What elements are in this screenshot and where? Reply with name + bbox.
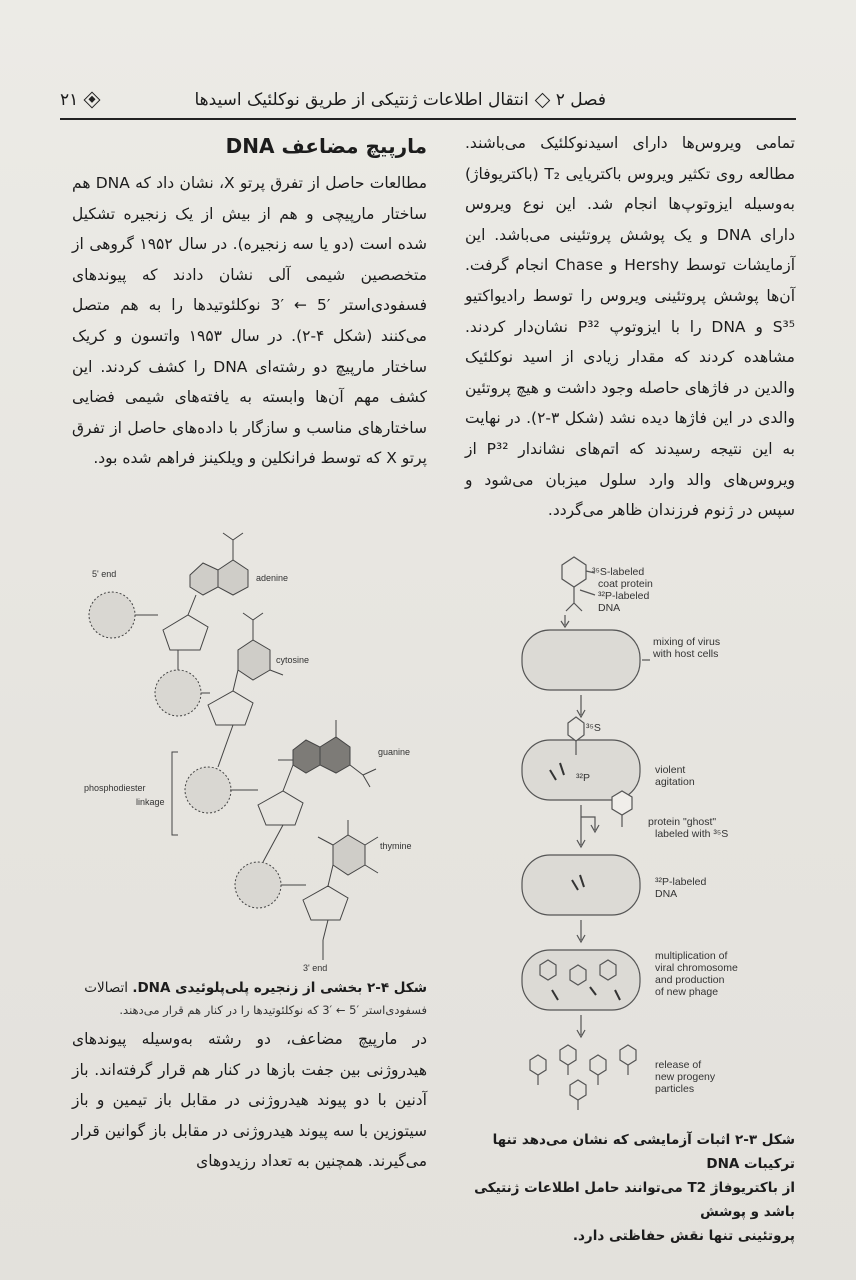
phage-figure-caption xyxy=(465,1128,795,1248)
step-multiplication-1: multiplication of xyxy=(655,950,728,962)
step-release-3: particles xyxy=(655,1083,695,1095)
phosphate-circle xyxy=(235,862,281,908)
step-multiplication-4: of new phage xyxy=(655,986,719,998)
page-number: ۲۱ xyxy=(60,90,79,110)
sugar-ring xyxy=(163,615,208,650)
label-dna-1: ³²P-labeled xyxy=(598,590,650,602)
label-linkage: linkage xyxy=(136,797,165,807)
label-cytosine: cytosine xyxy=(276,655,310,665)
right-column-text xyxy=(465,128,795,526)
label-3-end: 3' end xyxy=(303,963,328,973)
sugar-ring xyxy=(303,886,348,920)
host-cell-3 xyxy=(522,855,640,915)
chapter-title: انتقال اطلاعات ژنتیکی از طریق نوکلئیک اسیدها xyxy=(194,90,529,110)
base-pairing-paragraph: در مارپیچ مضاعف، دو رشته به‌وسیله پیوندهای هیدروژنی بین جفت بازها در کنار هم قرار گرفته‌اند. باز آدنین با دو پیوند هیدروژنی در مقابل باز تیمین و باز سیتوزین با سه پیوند هیدروژنی در مقابل باز گوانین قرار می‌گیرند. همچنین به تعداد رزیدوهای xyxy=(72,1030,427,1171)
label-s35: ³⁵S xyxy=(586,722,601,734)
step-agitation-2: agitation xyxy=(655,776,695,788)
label-coat-2: coat protein xyxy=(598,578,653,590)
host-cell-4 xyxy=(522,950,640,1010)
label-5-end: 5' end xyxy=(92,569,117,579)
hershey-chase-paragraph: تمامی ویروس‌ها دارای اسیدنوکلئیک می‌باشند. مطالعه روی تکثیر ویروس باکتریایی T₂ (باکتریوفاژ) به‌وسیله ایزوتوپ‌ها انجام شد. این نوع ویروس دارای DNA و یک پوشش پروتئینی می‌باشد. این آزمایشات توسط Hershy و Chase انجام گرفت. آن‌ها پوشش پروتئینی ویروس را توسط رادیواکتیو S³⁵ و DNA را با ایزوتوپ P³² نشان‌دار کردند. مشاهده کردند که مقدار زیادی از اسید نوکلئیک والدین در فاژهای حاصله وجود داشت و هیچ پروتئین والدی در این فاژها دیده نشد (شکل ۳-۲). در نهایت به این نتیجه رسیدند که اتم‌های نشاندار P³² از ویروس‌های والد وارد سلول میزبان می‌شود و سپس در ژنوم فرزندان ظاهر می‌گردد. xyxy=(465,134,796,520)
dna-figure-caption xyxy=(72,976,427,1020)
hershey-chase-figure xyxy=(490,555,790,1125)
label-thymine: thymine xyxy=(380,841,412,851)
step-release-1: release of xyxy=(655,1059,702,1071)
label-p-dna-1: ³²P-labeled xyxy=(655,876,707,888)
label-phosphodiester: phosphodiester xyxy=(84,783,146,793)
label-p32: ³²P xyxy=(576,772,590,784)
step-multiplication-3: and production xyxy=(655,974,725,986)
cytosine-ring xyxy=(238,640,270,680)
step-mixing-2: with host cells xyxy=(653,648,719,660)
step-mixing-1: mixing of virus xyxy=(653,636,721,648)
phosphate-circle xyxy=(89,592,135,638)
sugar-ring xyxy=(258,791,303,825)
diamond-outline-icon xyxy=(534,92,550,108)
label-guanine: guanine xyxy=(378,747,411,757)
label-ghost-1: protein "ghost" xyxy=(648,816,717,828)
left-bottom-text xyxy=(72,1024,427,1177)
step-release-2: new progeny xyxy=(655,1071,716,1083)
dna-caption-rest: اتصالات xyxy=(84,980,133,996)
dna-caption-small: فسفودی‌استر ′5 ← ′3 که نوکلئوتیدها را در کنار هم قرار می‌دهند. xyxy=(119,1003,427,1017)
phosphate-circle xyxy=(155,670,201,716)
label-adenine: adenine xyxy=(256,573,289,583)
label-ghost-2: labeled with ³⁵S xyxy=(655,828,729,840)
header-rule xyxy=(60,118,796,120)
phage-head xyxy=(562,557,586,587)
label-dna-2: DNA xyxy=(598,602,621,614)
running-header xyxy=(60,84,606,116)
sugar-ring xyxy=(208,691,253,725)
section-title: مارپیچ مضاعف DNA xyxy=(225,134,427,158)
phosphate-circle xyxy=(185,767,231,813)
dna-caption-bold: شکل ۴-۲ بخشی از زنجیره پلی‌پلوئیدی DNA. xyxy=(132,980,427,996)
double-helix-paragraph: مطالعات حاصل از تفرق پرتو X، نشان داد که DNA هم ساختار مارپیچی و هم از بیش از یک زنجیره تشکیل شده است (دو یا سه زنجیره). در سال ۱۹۵۲ گروهی از متخصصین شیمی آلی نشان دادند که پیوندهای فسفودی‌استر ′5 ← ′3 نوکلئوتیدها را به هم متصل می‌کنند (شکل ۴-۲). در سال ۱۹۵۳ واتسون و کریک ساختار مارپیچ دو رشته‌ای DNA را کشف کردند. این کشف مهم آن‌ها وابسته به یافته‌های شیمی فضایی ساختارهای مناسب و سازگار با داده‌های حاصل از تفرق پرتو X که توسط فرانکلین و ویلکینز فراهم شده بود. xyxy=(72,174,428,468)
step-multiplication-2: viral chromosome xyxy=(655,962,738,974)
adenine-ring xyxy=(190,563,218,595)
chapter-label xyxy=(194,90,606,110)
chapter-text: فصل ۲ xyxy=(555,90,606,110)
left-column-text xyxy=(72,168,427,474)
label-p-dna-2: DNA xyxy=(655,888,678,900)
label-coat-1: ³⁵S-labeled xyxy=(592,566,645,578)
host-cell-1 xyxy=(522,630,640,690)
thymine-ring xyxy=(333,835,365,875)
dna-strand-figure xyxy=(78,515,438,975)
page-number-group xyxy=(60,90,98,110)
phage-caption-line-2: از باکتریوفاژ T2 می‌توانند حامل اطلاعات ژنتیکی باشد و پوشش xyxy=(474,1180,795,1220)
phage-caption-line-3: پروتئینی تنها نقش حفاظتی دارد. xyxy=(572,1228,795,1244)
guanine-ring xyxy=(293,740,320,773)
phage-caption-line-1: شکل ۳-۲ اثبات آزمایشی که نشان می‌دهد تنها ترکیبات DNA xyxy=(492,1132,795,1172)
diamond-filled-icon xyxy=(84,92,101,109)
step-agitation-1: violent xyxy=(655,764,686,776)
